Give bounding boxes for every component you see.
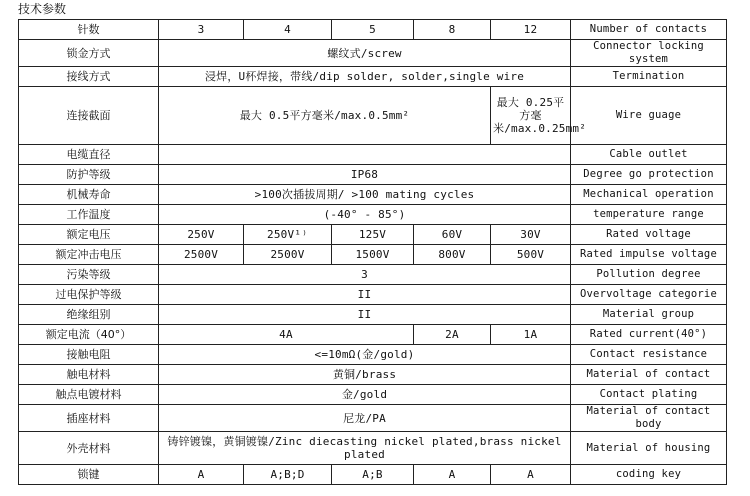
row-label: 接线方式 bbox=[19, 67, 159, 87]
cell-value bbox=[159, 145, 571, 165]
row-label: 接触电阻 bbox=[19, 345, 159, 365]
cell-value: 3 bbox=[159, 20, 244, 40]
cell-value: 最大 0.5平方毫米/max.0.5mm² bbox=[159, 87, 491, 145]
row-english: Contact plating bbox=[571, 385, 727, 405]
table-row bbox=[19, 325, 727, 345]
table-row bbox=[19, 285, 727, 305]
row-english: Material of housing bbox=[571, 432, 727, 465]
row-english: temperature range bbox=[571, 205, 727, 225]
table-row bbox=[19, 465, 727, 485]
cell-value: 4A bbox=[159, 325, 414, 345]
table-row bbox=[19, 365, 727, 385]
cell-value: 5 bbox=[332, 20, 414, 40]
cell-value: 2500V bbox=[244, 245, 332, 265]
row-label: 外壳材料 bbox=[19, 432, 159, 465]
row-label: 锁键 bbox=[19, 465, 159, 485]
table-row bbox=[19, 245, 727, 265]
table-row bbox=[19, 225, 727, 245]
cell-value: 1A bbox=[491, 325, 571, 345]
cell-value: II bbox=[159, 285, 571, 305]
cell-value: 250V¹⁾ bbox=[244, 225, 332, 245]
row-english: coding key bbox=[571, 465, 727, 485]
cell-value: 螺纹式/screw bbox=[159, 40, 571, 67]
cell-value: 尼龙/PA bbox=[159, 405, 571, 432]
table-row bbox=[19, 87, 727, 145]
row-label: 污染等级 bbox=[19, 265, 159, 285]
row-label: 防护等级 bbox=[19, 165, 159, 185]
cell-value: 铸锌镀镍，黄铜镀镍/Zinc diecasting nickel plated,brass nickel plated bbox=[159, 432, 571, 465]
row-english: Wire guage bbox=[571, 87, 727, 145]
row-english: Degree go protection bbox=[571, 165, 727, 185]
table-row bbox=[19, 205, 727, 225]
cell-value: A;B bbox=[332, 465, 414, 485]
table-row bbox=[19, 40, 727, 67]
cell-value: 60V bbox=[414, 225, 491, 245]
row-english: Rated voltage bbox=[571, 225, 727, 245]
cell-value: 3 bbox=[159, 265, 571, 285]
cell-value: A bbox=[491, 465, 571, 485]
cell-value: A;B;D bbox=[244, 465, 332, 485]
row-label: 绝缘组别 bbox=[19, 305, 159, 325]
row-label: 过电保护等级 bbox=[19, 285, 159, 305]
table-row bbox=[19, 405, 727, 432]
cell-value: 2A bbox=[414, 325, 491, 345]
row-english: Material of contact bbox=[571, 365, 727, 385]
row-label: 锁金方式 bbox=[19, 40, 159, 67]
row-label: 连接截面 bbox=[19, 87, 159, 145]
row-label: 触电材料 bbox=[19, 365, 159, 385]
row-english: Contact resistance bbox=[571, 345, 727, 365]
row-label: 额定电压 bbox=[19, 225, 159, 245]
row-label: 额定电流（40°） bbox=[19, 325, 159, 345]
table-row bbox=[19, 305, 727, 325]
row-label: 电缆直径 bbox=[19, 145, 159, 165]
table-row bbox=[19, 432, 727, 465]
row-english: Material group bbox=[571, 305, 727, 325]
row-label: 额定冲击电压 bbox=[19, 245, 159, 265]
row-english: Rated impulse voltage bbox=[571, 245, 727, 265]
cell-value: (-40° - 85°) bbox=[159, 205, 571, 225]
cell-value: II bbox=[159, 305, 571, 325]
row-label: 机械寿命 bbox=[19, 185, 159, 205]
row-english: Termination bbox=[571, 67, 727, 87]
cell-value: 1500V bbox=[332, 245, 414, 265]
section-title: 技术参数 bbox=[18, 2, 67, 16]
cell-value: 30V bbox=[491, 225, 571, 245]
cell-value: 浸焊，U杯焊接，带线/dip solder, solder,single wire bbox=[159, 67, 571, 87]
cell-value: A bbox=[159, 465, 244, 485]
table-row bbox=[19, 345, 727, 365]
cell-value: IP68 bbox=[159, 165, 571, 185]
cell-value: 2500V bbox=[159, 245, 244, 265]
cell-value: 800V bbox=[414, 245, 491, 265]
table-row bbox=[19, 20, 727, 40]
cell-value: 500V bbox=[491, 245, 571, 265]
spec-table bbox=[18, 19, 727, 485]
cell-value: A bbox=[414, 465, 491, 485]
table-row bbox=[19, 145, 727, 165]
cell-value: 金/gold bbox=[159, 385, 571, 405]
table-row bbox=[19, 185, 727, 205]
cell-value: >100次插拔周期/ >100 mating cycles bbox=[159, 185, 571, 205]
row-english: Material of contact body bbox=[571, 405, 727, 432]
row-english: Mechanical operation bbox=[571, 185, 727, 205]
table-row bbox=[19, 67, 727, 87]
cell-value: 12 bbox=[491, 20, 571, 40]
row-label: 触点电镀材料 bbox=[19, 385, 159, 405]
cell-value: <=10mΩ(金/gold) bbox=[159, 345, 571, 365]
cell-value: 250V bbox=[159, 225, 244, 245]
cell-value: 4 bbox=[244, 20, 332, 40]
row-english: Connector locking system bbox=[571, 40, 727, 67]
row-label: 工作温度 bbox=[19, 205, 159, 225]
table-row bbox=[19, 265, 727, 285]
row-label: 插座材料 bbox=[19, 405, 159, 432]
row-english: Rated current(40°) bbox=[571, 325, 727, 345]
cell-value: 8 bbox=[414, 20, 491, 40]
row-label: 针数 bbox=[19, 20, 159, 40]
row-english: Cable outlet bbox=[571, 145, 727, 165]
row-english: Number of contacts bbox=[571, 20, 727, 40]
row-english: Pollution degree bbox=[571, 265, 727, 285]
table-row bbox=[19, 385, 727, 405]
cell-value: 黄铜/brass bbox=[159, 365, 571, 385]
cell-value: 最大 0.25平方毫米/max.0.25mm² bbox=[491, 87, 571, 145]
table-row bbox=[19, 165, 727, 185]
cell-value: 125V bbox=[332, 225, 414, 245]
row-english: Overvoltage categorie bbox=[571, 285, 727, 305]
